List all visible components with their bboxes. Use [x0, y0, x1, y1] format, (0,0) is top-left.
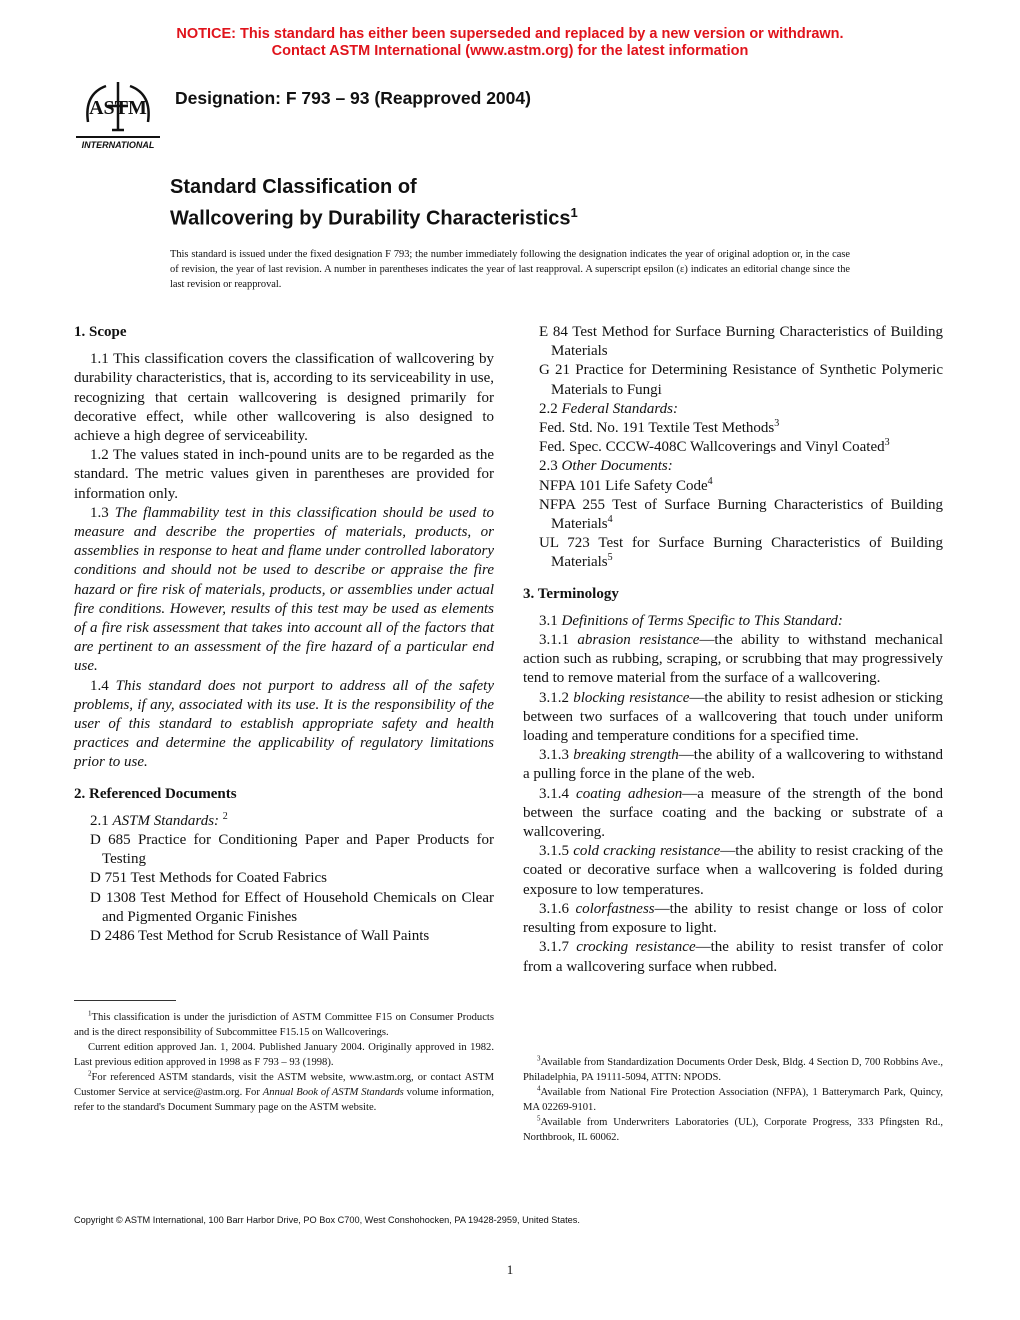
fn5-text: Available from Underwriters Laboratories (UL), Corporate Progress, 333 Pfingsten Rd., Northbrook, IL 60062.	[523, 1117, 943, 1143]
logo-letters: ASTM	[89, 97, 147, 119]
nfpa-101-ref: 4	[707, 475, 713, 487]
definition-item	[523, 689, 943, 747]
definitions-list	[523, 631, 943, 977]
nfpa-101-text: NFPA 101 Life Safety Code	[539, 477, 708, 494]
nfpa-255-text: NFPA 255 Test of Surface Burning Characteristics of Building Materials	[539, 496, 943, 533]
definition-term: abrasion resistance	[577, 632, 700, 649]
ref-g21: G 21 Practice for Determining Resistance of Synthetic Polymeric Materials to Fungi	[539, 362, 943, 398]
footnote-1	[74, 1010, 494, 1040]
ref-fed-191	[523, 419, 943, 438]
s2-1-number: 2.1	[90, 812, 113, 829]
footnote-3	[523, 1055, 943, 1085]
paragraph-1-1: 1.1 This classification covers the classification of wallcovering by durability characteristics, that is, according to its serviceability in use, recognizing that certain wallcovering is designed primarily for decorative effect, while other wallcovering is also designed to achieve a high degree of serviceability.	[74, 351, 494, 445]
ref-nfpa-101	[523, 477, 943, 496]
designation: Designation: F 793 – 93 (Reapproved 2004)	[175, 88, 531, 108]
definition-text: —the ability to resist adhesion or sticking between two surfaces of a wallcovering that touch under uniform loading and temperature conditions for a specified time.	[523, 689, 944, 745]
s3-1-label: Definitions of Terms Specific to This Standard:	[561, 612, 843, 629]
footnote-rule-left	[74, 1000, 176, 1001]
definition-number: 3.1.7	[539, 939, 577, 956]
fn2-text-a: For referenced ASTM standards, visit the ASTM website, www.astm.org, or contact ASTM Customer Service at service@astm.org. For	[74, 1072, 494, 1098]
footnote-2	[74, 1070, 494, 1115]
ref-fed-ccc	[523, 438, 943, 457]
definition-number: 3.1.2	[539, 689, 574, 706]
ref-nfpa-255	[523, 496, 943, 534]
p1-4-text: This standard does not purport to address all of the safety problems, if any, associated with its use. It is the responsibility of the user of this standard to establish appropriate safety and health practices and determine the applicability of regulatory limitations prior to use.	[74, 677, 495, 771]
p1-4-number: 1.4	[90, 677, 116, 694]
ref-d1308: D 1308 Test Method for Effect of Household Chemicals on Clear and Pigmented Organic Finishes	[90, 889, 494, 925]
paragraph-1-3	[74, 504, 494, 677]
fn4-mark: 4	[537, 1084, 541, 1093]
fn2-mark: 2	[88, 1069, 92, 1078]
fed-191-text: Fed. Std. No. 191 Textile Test Methods	[539, 420, 775, 437]
s2-1-label: ASTM Standards:	[112, 812, 220, 829]
definition-term: colorfastness	[575, 900, 655, 917]
fn4-text: Available from National Fire Protection Association (NFPA), 1 Batterymarch Park, Quincy, MA 02269-9101.	[523, 1087, 943, 1113]
section-2-heading: 2. Referenced Documents	[74, 785, 237, 802]
s3-1-number: 3.1	[539, 612, 562, 629]
footnote-5	[523, 1115, 943, 1145]
fn3-text: Available from Standardization Documents Order Desk, Bldg. 4 Section D, 700 Robbins Ave., Philadelphia, PA 19111-5094, ATTN: NPODS.	[523, 1057, 943, 1083]
title-line-2-text: Wallcovering by Durability Characteristics	[170, 207, 571, 230]
fed-ccc-ref: 3	[884, 437, 890, 449]
paragraph-1-2: 1.2 The values stated in inch-pound units are to be regarded as the standard. The metric values given in parentheses are provided for information only.	[74, 447, 494, 502]
logo-caption: INTERNATIONAL	[81, 140, 155, 150]
definition-text: —the ability to resist change or loss of color resulting from exposure to light.	[523, 900, 943, 937]
paragraph-2-1	[74, 812, 494, 831]
definition-number: 3.1.6	[539, 900, 576, 917]
definition-term: blocking resistance	[573, 689, 690, 706]
fed-191-ref: 3	[774, 418, 780, 430]
s2-1-footnote-ref: 2	[222, 810, 228, 822]
fn3-mark: 3	[537, 1054, 541, 1063]
definition-text: —the ability to withstand mechanical action such as rubbing, scraping, or scrubbing that may progressively tend to remove material from the surface of a wallcovering.	[523, 632, 943, 687]
s2-2-label: Federal Standards:	[561, 400, 679, 417]
definition-item	[523, 900, 943, 938]
definition-item	[523, 631, 943, 689]
definition-text: —the ability to resist cracking of the coated or decorative surface when a wallcovering is folded during exposure to low temperatures.	[523, 843, 943, 898]
fn1-text: This classification is under the jurisdiction of ASTM Committee F15 on Consumer Products and is the direct responsibility of Subcommittee F15.15 on Wallcoverings.	[74, 1012, 494, 1038]
definition-term: cold cracking resistance	[573, 843, 721, 860]
definition-text: —the ability of a wallcovering to withstand a pulling force in the plane of the web.	[523, 747, 944, 783]
s2-2-number: 2.2	[539, 400, 562, 417]
paragraph-2-3	[523, 457, 943, 476]
footnote-4	[523, 1085, 943, 1115]
notice-line-1: NOTICE: This standard has either been superseded and replaced by a new version or withdrawn.	[176, 26, 844, 42]
ref-e84: E 84 Test Method for Surface Burning Characteristics of Building Materials	[539, 324, 943, 360]
document-title	[170, 174, 578, 232]
fn5-mark: 5	[537, 1114, 541, 1123]
left-column	[74, 323, 494, 946]
footnote-1b: Current edition approved Jan. 1, 2004. Published January 2004. Originally approved in 1982. Last previous edition approved in 1998 as F 793 – 93 (1998).	[74, 1042, 494, 1068]
definition-number: 3.1.3	[539, 747, 574, 764]
title-footnote-ref: 1	[570, 205, 578, 220]
copyright-line: Copyright © ASTM International, 100 Barr Harbor Drive, PO Box C700, West Conshohocken, PA 19428-2959, United States.	[74, 1215, 580, 1225]
ref-ul-723	[523, 534, 943, 572]
nfpa-255-ref: 4	[607, 514, 613, 526]
definition-number: 3.1.5	[539, 843, 574, 860]
astm-logo	[72, 76, 164, 152]
ref-d685: D 685 Practice for Conditioning Paper and Paper Products for Testing	[90, 832, 494, 868]
right-column	[523, 323, 943, 977]
section-3-heading: 3. Terminology	[523, 585, 619, 602]
paragraph-2-2	[523, 400, 943, 419]
title-line-1: Standard Classification of	[170, 176, 417, 198]
definition-number: 3.1.4	[539, 785, 577, 802]
notice-banner	[0, 26, 1020, 60]
ul-723-ref: 5	[607, 552, 613, 564]
paragraph-1-4	[74, 677, 494, 773]
ul-723-text: UL 723 Test for Surface Burning Characteristics of Building Materials	[539, 535, 943, 571]
definition-term: crocking resistance	[576, 939, 696, 956]
title-line-2	[170, 200, 578, 232]
definition-item	[523, 938, 943, 976]
fn2-italic: Annual Book of ASTM Standards	[262, 1087, 404, 1098]
notice-line-2: Contact ASTM International (www.astm.org) for the latest information	[271, 43, 749, 59]
fn1-mark: 1	[88, 1009, 92, 1018]
s2-3-number: 2.3	[539, 458, 562, 475]
p1-3-number: 1.3	[90, 504, 115, 521]
definition-number: 3.1.1	[539, 632, 578, 649]
footnotes-right	[523, 1055, 943, 1145]
p1-3-text: The flammability test in this classification should be used to measure and describe the properties of materials, products, or assemblies in response to heat and flame under controlled laboratory conditions and should not be used to describe or appraise the fire hazard or fire risk of materials, products, or assemblies under actual fire conditions. However, results of this test may be used as elements of a fire risk assessment that takes into account all of the factors that are pertinent to an assessment of the fire hazard of a particular end use.	[74, 504, 495, 675]
definition-item	[523, 746, 943, 784]
issuance-note: This standard is issued under the fixed designation F 793; the number immediately following the designation indicates the year of original adoption or, in the case of revision, the year of last revision. A number in parentheses indicates the year of last reapproval. A superscript epsilon (ε) indicates an editorial change since the last revision or reapproval.	[170, 249, 850, 290]
fed-ccc-text: Fed. Spec. CCCW-408C Wallcoverings and Vinyl Coated	[539, 439, 885, 456]
ref-d751: D 751 Test Methods for Coated Fabrics	[90, 870, 327, 887]
page-number: 1	[506, 1262, 514, 1277]
paragraph-3-1	[523, 612, 943, 631]
ref-d2486: D 2486 Test Method for Scrub Resistance of Wall Paints	[90, 928, 430, 945]
definition-item	[523, 842, 943, 900]
fn2-text-b: volume information, refer to the standard's Document Summary page on the ASTM website.	[74, 1087, 494, 1113]
footnotes-left	[74, 1010, 494, 1115]
definition-item	[523, 785, 943, 843]
definition-term: breaking strength	[573, 747, 679, 764]
s2-3-label: Other Documents:	[561, 458, 673, 475]
definition-text: —the ability to resist transfer of color from a wallcovering surface when rubbed.	[523, 939, 944, 975]
definition-term: coating adhesion	[576, 785, 683, 802]
definition-text: —a measure of the strength of the bond between the surface coating and the backing or substrate of a wallcovering.	[523, 785, 943, 841]
section-1-heading: 1. Scope	[74, 324, 127, 340]
